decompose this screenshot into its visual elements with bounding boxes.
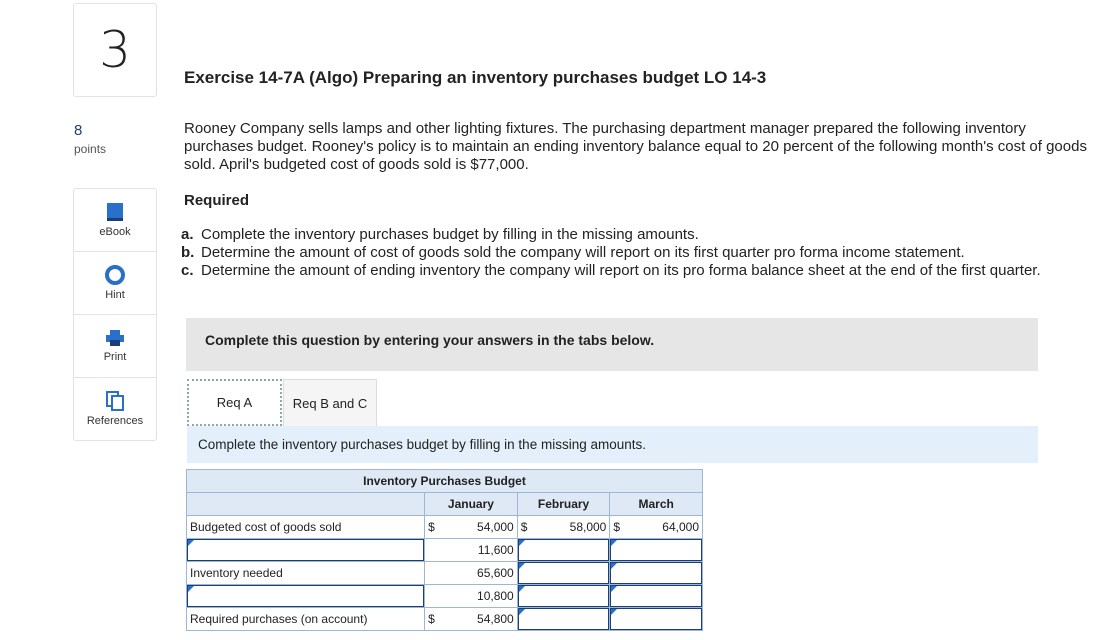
amount-input[interactable] [610,585,702,607]
amount-input[interactable] [518,585,610,607]
instruction-banner: Complete this question by entering your answers in the tabs below. [186,318,1038,371]
row-label-input[interactable] [187,585,424,607]
hint-label: Hint [105,289,125,301]
row-label-input[interactable] [187,539,424,561]
amount-input[interactable] [518,562,610,584]
question-number: 3 [73,3,157,97]
hint-button[interactable] [74,252,156,315]
tab-instruction: Complete the inventory purchases budget by filling in the missing amounts. [187,426,1038,463]
references-button[interactable] [74,378,156,440]
requirements-list [181,226,1041,280]
amount-input[interactable] [610,608,702,630]
points-value: 8 [74,122,83,139]
references-label: References [86,415,144,427]
tab-req-b-and-c[interactable]: Req B and C [283,379,377,426]
table-row: 11,600 [187,539,703,562]
tool-sidebar [73,188,157,441]
points-label: points [74,142,107,156]
month-header: February [517,493,610,516]
requirement-item: b. Determine the amount of cost of goods sold the company will report on its first quarter pro forma income statement. [181,244,965,261]
table-row: Required purchases (on account) $ 54,800 [187,608,703,631]
row-label: Inventory needed [187,562,425,585]
ebook-label: eBook [99,226,131,238]
book-icon [106,202,124,222]
exercise-intro: Rooney Company sells lamps and other lighting fixtures. The purchasing department manager prepared the following inventory purchases budget. Rooney's policy is to maintain an ending inventory balance equal to 20 percent of the following month's cost of goods sold. April's budgeted cost of goods sold is $77,000. [184,120,1087,173]
lifebuoy-icon [105,265,125,285]
month-header: March [610,493,703,516]
print-button[interactable] [74,315,156,378]
exercise-title: Exercise 14-7A (Algo) Preparing an inventory purchases budget LO 14-3 [184,68,767,87]
requirement-item: a. Complete the inventory purchases budget by filling in the missing amounts. [181,226,699,243]
budget-title: Inventory Purchases Budget [187,470,703,493]
amount-input[interactable] [610,539,702,561]
ebook-button[interactable] [74,189,156,252]
inventory-purchases-budget-table [186,469,703,631]
amount-input[interactable] [518,539,610,561]
row-label: Budgeted cost of goods sold [187,516,425,539]
row-label: Required purchases (on account) [187,608,425,631]
amount-input[interactable] [518,608,610,630]
amount-input[interactable] [610,562,702,584]
tab-req-a[interactable]: Req A [187,379,282,426]
printer-icon [105,329,125,347]
month-header: January [425,493,518,516]
copy-icon [106,391,124,411]
table-row: 10,800 [187,585,703,608]
print-label: Print [103,351,127,363]
required-heading: Required [184,192,250,209]
table-row: Budgeted cost of goods sold $ 54,000 $ 58,000 $ 64,000 [187,516,703,539]
table-row: Inventory needed 65,600 [187,562,703,585]
requirement-item: c. Determine the amount of ending inventory the company will report on its pro forma balance sheet at the end of the first quarter. [181,262,1041,279]
